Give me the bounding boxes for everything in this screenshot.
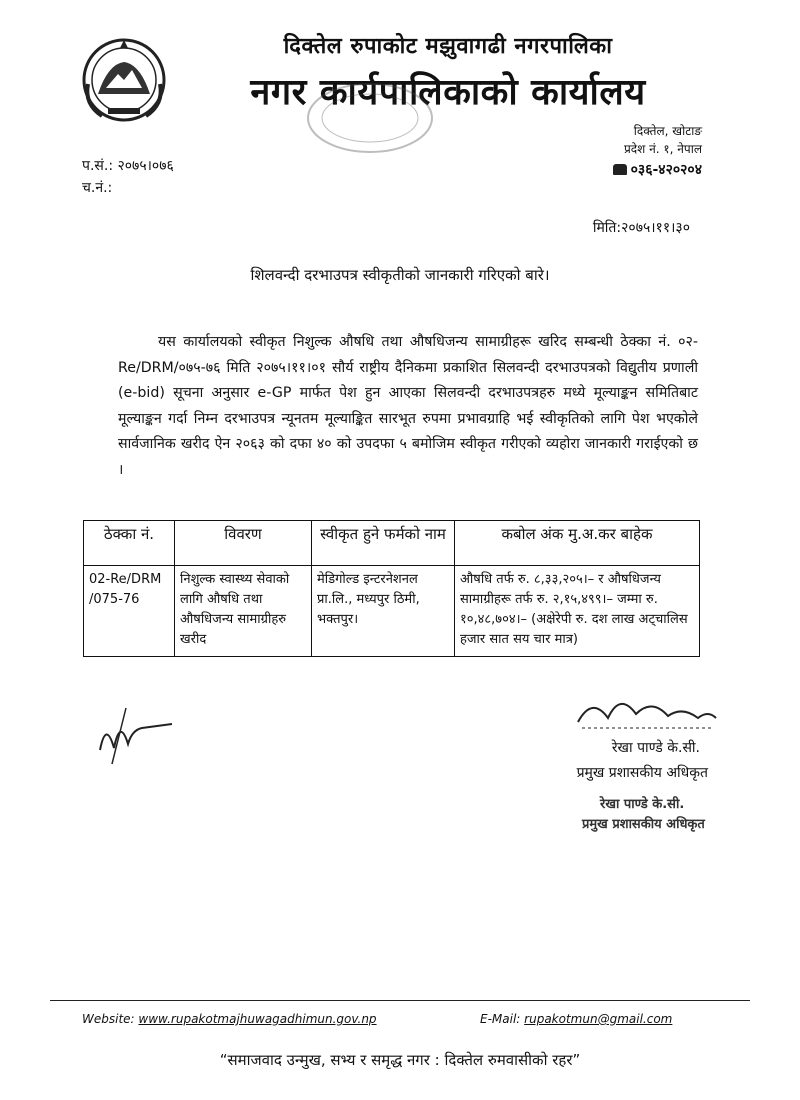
cell-description: निशुल्क स्वास्थ्य सेवाको लागि औषधि तथा औषधिजन्य सामाग्रीहरु खरीद (175, 566, 312, 657)
letter-subject: शिलवन्दी दरभाउपत्र स्वीकृतीको जानकारी गरिएको बारे। (250, 266, 550, 284)
officer-signature (572, 688, 722, 736)
cell-firm: मेडिगोल्ड इन्टरनेशनल प्रा.लि., मध्यपुर ठिमी, भक्तपुर। (312, 566, 455, 657)
website-label: Website: (82, 1012, 135, 1026)
cell-contract-no: 02-Re/DRM /075-76 (84, 566, 175, 657)
stamp-name: रेखा पाण्डे के.सी. (600, 797, 685, 812)
email-link[interactable]: rupakotmun@gmail.com (524, 1012, 673, 1026)
header-firm: स्वीकृत हुने फर्मको नाम (312, 521, 455, 566)
reference-number: प.सं.: २०७५।०७६ (82, 158, 174, 174)
municipality-name: दिक्तेल रुपाकोट मझुवागढी नगरपालिका (283, 34, 613, 59)
header-description: विवरण (175, 521, 312, 566)
municipality-motto: “समाजवाद उन्मुख, सभ्य र समृद्ध नगर : दिक्तेल रुमवासीको रहर” (219, 1051, 581, 1069)
cell-amount: औषधि तर्फ रु. ८,३३,२०५।– र औषधिजन्य सामाग्रीहरू तर्फ रु. २,१५,४९९।– जम्मा रु. १०,४८,७०४।– (अक्षेरेपी रु. दश लाख अट्चालिस हजार सात सय चार मात्र) (455, 566, 700, 657)
dispatch-number: च.नं.: (82, 180, 113, 196)
letter-body (118, 330, 698, 483)
address-line-1: दिक्तेल, खोटाङ (633, 124, 702, 138)
footer-divider (50, 1000, 750, 1001)
footer-email (480, 1012, 672, 1026)
letter-date: मिति:२०७५।११।३० (592, 220, 690, 236)
phone-number (613, 160, 702, 179)
table-header-row (84, 521, 700, 566)
contract-table (83, 520, 700, 657)
signer-title: प्रमुख प्रशासकीय अधिकृत (576, 765, 708, 781)
stamp-title: प्रमुख प्रशासकीय अधिकृत (582, 817, 705, 832)
initial-signature (92, 700, 182, 770)
nepal-emblem-icon (78, 34, 170, 126)
website-link[interactable]: www.rupakotmajhuwagadhimun.gov.np (138, 1012, 377, 1026)
header-amount: कबोल अंक मु.अ.कर बाहेक (455, 521, 700, 566)
telephone-icon (613, 164, 627, 175)
table-row (84, 566, 700, 657)
header-contract-no: ठेक्का नं. (84, 521, 175, 566)
email-label: E-Mail: (480, 1012, 521, 1026)
address-line-2: प्रदेश नं. १, नेपाल (623, 142, 702, 156)
body-paragraph: यस कार्यालयको स्वीकृत निशुल्क औषधि तथा औषधिजन्य सामाग्रीहरू खरिद सम्बन्धी ठेक्का नं. ०२-Re/DRM/०७५-७६ मिति २०७५।११।०१ सौर्य राष्ट्रीय दैनिकमा प्रकाशित सिलवन्दी दरभाउपत्रको विद्युतीय प्रणाली (e-bid) सूचना अनुसार e-GP मार्फत पेश हुन आएका सिलवन्दी दरभाउपत्रहरु मध्ये मूल्याङ्कन समितिबाट मूल्याङ्कन गर्दा निम्न दरभाउपत्र न्यूनतम मूल्याङ्कित सारभूत रुपमा प्रभावग्राहि भई स्वीकृतिको लागि पेश भएकोले सार्वजानिक खरीद ऐन २०६३ को दफा ४० को उपदफा ५ बमोजिम स्वीकृत गरीएको व्यहोरा जानकारी गराईएको छ । (118, 334, 698, 478)
footer-website (82, 1012, 377, 1026)
signer-name: रेखा पाण्डे के.सी. (611, 740, 700, 756)
office-name: नगर कार्यपालिकाको कार्यालय (250, 72, 646, 113)
office-stamp (300, 78, 440, 158)
phone-text: ०३६-४२०२०४ (630, 162, 702, 178)
